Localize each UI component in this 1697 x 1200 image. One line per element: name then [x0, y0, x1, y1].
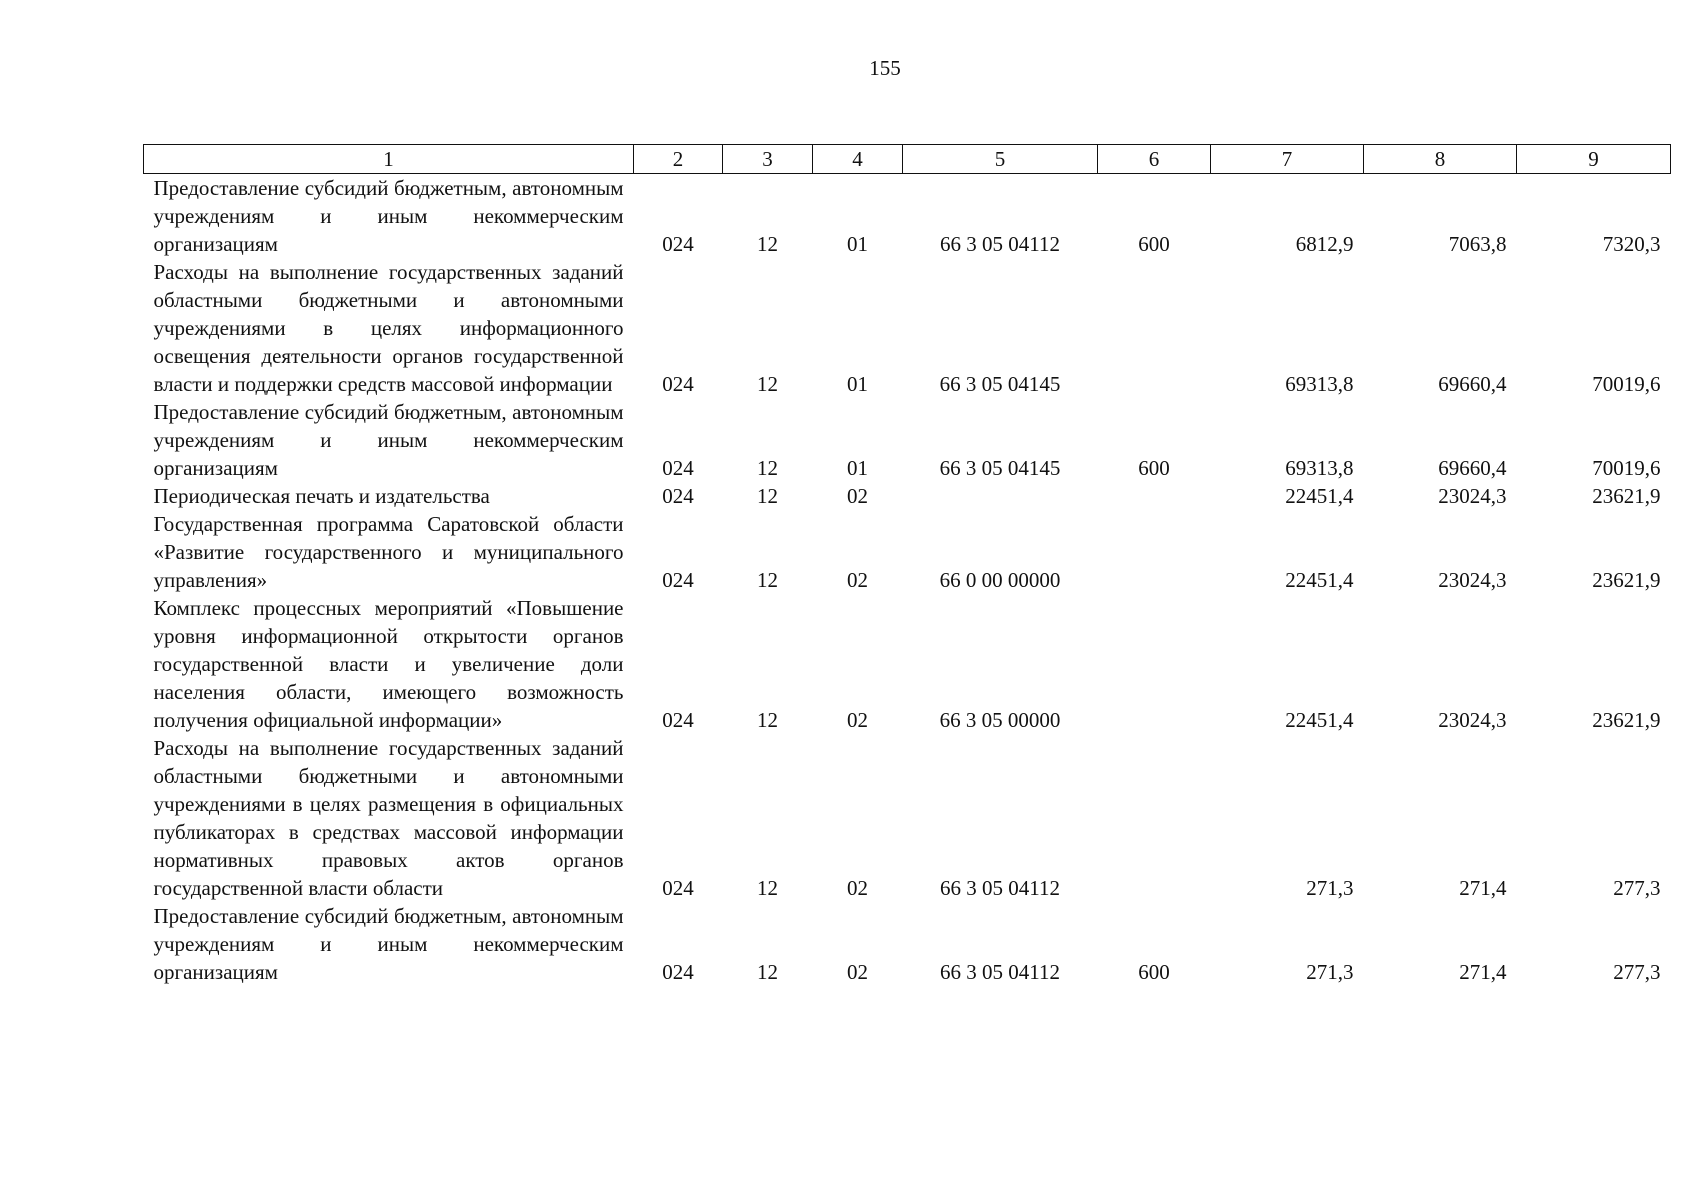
amount-year-1: 22451,4	[1285, 708, 1354, 732]
page-number: 155	[869, 56, 901, 80]
amount-year-1: 69313,8	[1285, 372, 1354, 396]
amount-year-2: 7063,8	[1448, 232, 1507, 256]
amount-year-2: 23024,3	[1438, 708, 1507, 732]
target-article-code: 66 3 05 04145	[939, 372, 1061, 396]
subsection-code: 02	[847, 484, 868, 508]
ministry-code: 024	[662, 960, 694, 984]
expense-type-code	[1098, 510, 1211, 594]
amount-year-3: 277,3	[1613, 960, 1661, 984]
table-row	[144, 174, 1671, 259]
amount-year-1: 22451,4	[1285, 568, 1354, 592]
table-row	[144, 510, 1671, 594]
column-header-3: 3	[723, 145, 813, 174]
column-header-6: 6	[1098, 145, 1211, 174]
subsection-code: 01	[847, 232, 868, 256]
column-header-8: 8	[1364, 145, 1517, 174]
column-header-5: 5	[903, 145, 1098, 174]
amount-year-2: 23024,3	[1438, 568, 1507, 592]
expense-type-code: 600	[1138, 960, 1170, 984]
section-code: 12	[757, 876, 778, 900]
amount-year-3: 23621,9	[1592, 484, 1661, 508]
target-article-code: 66 3 05 00000	[939, 708, 1061, 732]
section-code: 12	[757, 232, 778, 256]
target-article-code: 66 3 05 04145	[939, 456, 1061, 480]
amount-year-2: 69660,4	[1438, 372, 1507, 396]
ministry-code: 024	[662, 372, 694, 396]
table-row	[144, 398, 1671, 482]
amount-year-1: 22451,4	[1285, 484, 1354, 508]
table-row	[144, 258, 1671, 398]
table-row	[144, 734, 1671, 902]
expense-type-code: 600	[1138, 232, 1170, 256]
table-row	[144, 594, 1671, 734]
column-header-7: 7	[1211, 145, 1364, 174]
section-code: 12	[757, 960, 778, 984]
ministry-code: 024	[662, 568, 694, 592]
target-article-code: 66 3 05 04112	[940, 960, 1060, 984]
target-article-code: 66 0 00 00000	[939, 568, 1061, 592]
amount-year-2: 271,4	[1459, 960, 1507, 984]
expense-type-code	[1098, 734, 1211, 902]
ministry-code: 024	[662, 876, 694, 900]
expense-type-code: 600	[1138, 456, 1170, 480]
amount-year-2: 271,4	[1459, 876, 1507, 900]
amount-year-3: 277,3	[1613, 876, 1661, 900]
amount-year-1: 6812,9	[1295, 232, 1354, 256]
subsection-code: 01	[847, 372, 868, 396]
row-name: Государственная программа Саратовской области «Развитие государственного и муниципального управления»	[153, 512, 624, 592]
row-name: Периодическая печать и издательства	[153, 484, 490, 508]
subsection-code: 02	[847, 708, 868, 732]
expense-type-code	[1098, 482, 1211, 510]
column-header-4: 4	[813, 145, 903, 174]
amount-year-3: 70019,6	[1592, 456, 1661, 480]
subsection-code: 02	[847, 876, 868, 900]
row-name: Расходы на выполнение государственных заданий областными бюджетными и автономными учреждениями в целях информационного освещения деятельности органов государственной власти и поддержки средств массовой информации	[153, 260, 624, 396]
column-header-9: 9	[1517, 145, 1671, 174]
amount-year-3: 23621,9	[1592, 708, 1661, 732]
amount-year-1: 69313,8	[1285, 456, 1354, 480]
header-row	[144, 145, 1671, 174]
row-name: Предоставление субсидий бюджетным, автономным учреждениям и иным некоммерческим организациям	[153, 400, 624, 480]
row-name: Комплекс процессных мероприятий «Повышение уровня информационной открытости органов государственной власти и увеличение доли населения области, имеющего возможность получения официальной информации»	[153, 596, 624, 732]
column-header-1: 1	[144, 145, 634, 174]
amount-year-3: 70019,6	[1592, 372, 1661, 396]
column-header-2: 2	[634, 145, 723, 174]
subsection-code: 01	[847, 456, 868, 480]
amount-year-2: 69660,4	[1438, 456, 1507, 480]
section-code: 12	[757, 568, 778, 592]
amount-year-1: 271,3	[1306, 876, 1354, 900]
section-code: 12	[757, 484, 778, 508]
target-article-code	[903, 482, 1098, 510]
row-name: Предоставление субсидий бюджетным, автономным учреждениям и иным некоммерческим организациям	[153, 176, 624, 256]
amount-year-1: 271,3	[1306, 960, 1354, 984]
section-code: 12	[757, 708, 778, 732]
section-code: 12	[757, 372, 778, 396]
amount-year-3: 7320,3	[1602, 232, 1661, 256]
target-article-code: 66 3 05 04112	[940, 876, 1060, 900]
ministry-code: 024	[662, 232, 694, 256]
section-code: 12	[757, 456, 778, 480]
ministry-code: 024	[662, 708, 694, 732]
row-name: Расходы на выполнение государственных заданий областными бюджетными и автономными учреждениями в целях размещения в официальных публикаторах в средствах массовой информации нормативных правовых актов органов государственной власти области	[153, 736, 624, 900]
amount-year-2: 23024,3	[1438, 484, 1507, 508]
row-name: Предоставление субсидий бюджетным, автономным учреждениям и иным некоммерческим организациям	[153, 904, 624, 984]
target-article-code: 66 3 05 04112	[940, 232, 1060, 256]
table-row	[144, 902, 1671, 986]
subsection-code: 02	[847, 960, 868, 984]
subsection-code: 02	[847, 568, 868, 592]
expense-type-code	[1098, 594, 1211, 734]
budget-table	[143, 144, 1671, 986]
ministry-code: 024	[662, 456, 694, 480]
table-body	[144, 174, 1671, 987]
ministry-code: 024	[662, 484, 694, 508]
expense-type-code	[1098, 258, 1211, 398]
amount-year-3: 23621,9	[1592, 568, 1661, 592]
table-row	[144, 482, 1671, 510]
